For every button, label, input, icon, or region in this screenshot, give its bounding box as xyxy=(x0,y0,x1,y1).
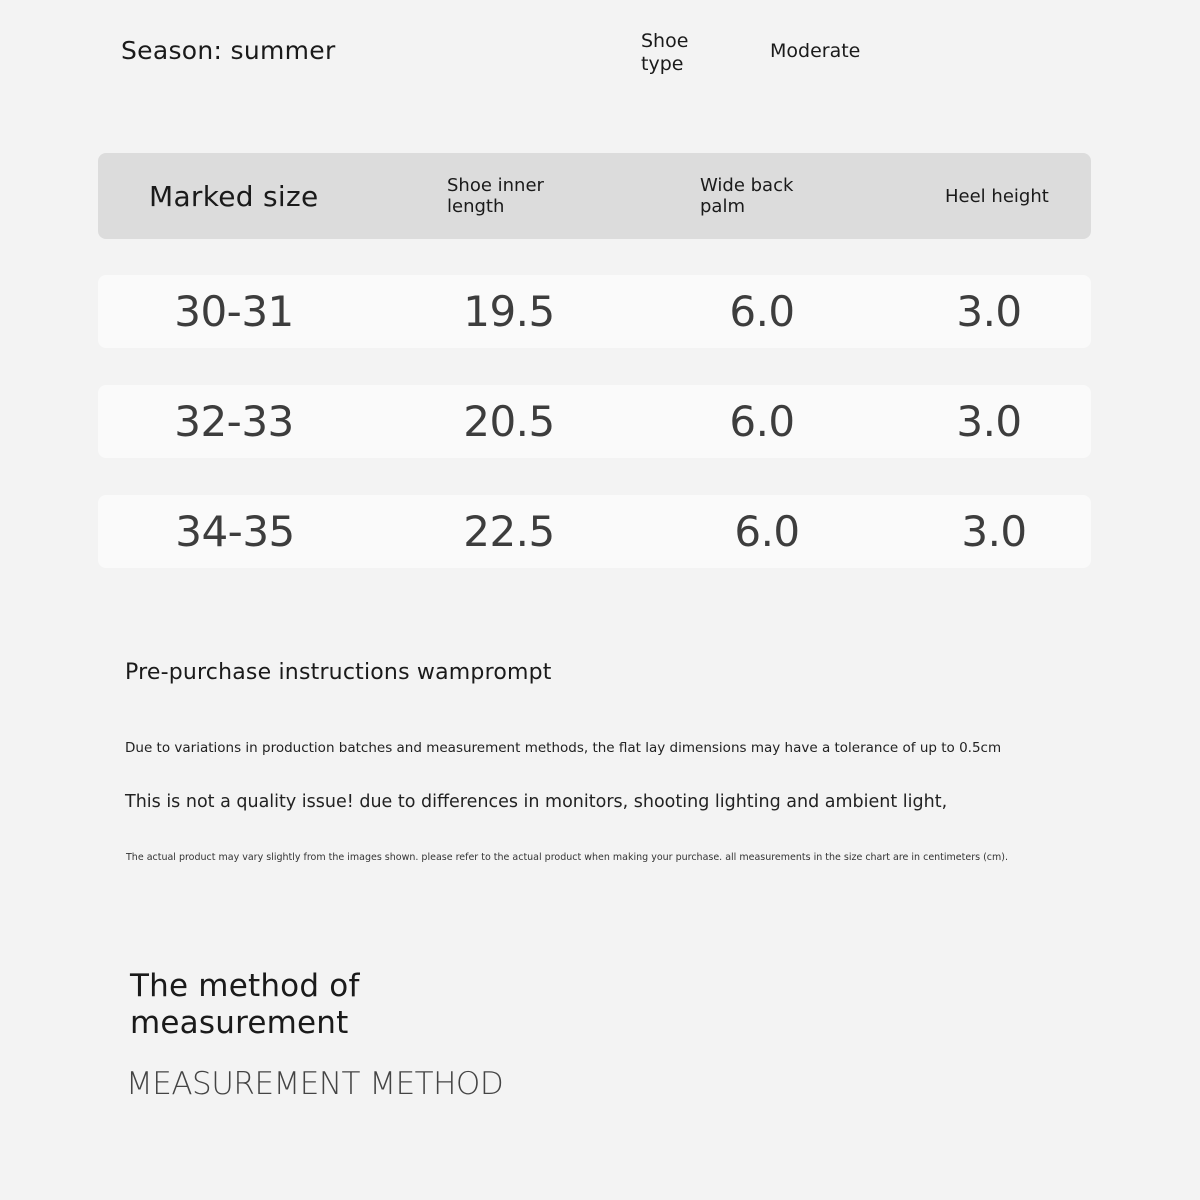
cell-inner-length: 19.5 xyxy=(463,287,555,336)
table-row xyxy=(98,385,1091,458)
cell-heel-height: 3.0 xyxy=(956,287,1022,336)
instructions-title: Pre-purchase instructions wamprompt xyxy=(125,660,552,685)
cell-heel-height: 3.0 xyxy=(956,397,1022,446)
cell-marked-size: 32-33 xyxy=(174,397,294,446)
cell-wide-back-palm: 6.0 xyxy=(729,397,795,446)
method-subtitle: MEASUREMENT METHOD xyxy=(126,1066,504,1102)
cell-inner-length: 20.5 xyxy=(463,397,555,446)
shoe-type-label: Shoe type xyxy=(641,30,689,75)
cell-marked-size: 34-35 xyxy=(175,507,295,556)
cell-marked-size: 30-31 xyxy=(174,287,294,336)
cell-wide-back-palm: 6.0 xyxy=(734,507,800,556)
shoe-type-value: Moderate xyxy=(770,40,861,62)
cell-inner-length: 22.5 xyxy=(463,507,555,556)
table-row xyxy=(98,275,1091,348)
header-shoe-inner-length: Shoe inner length xyxy=(447,175,544,217)
instructions-variation-note: The actual product may vary slightly from the images shown. please refer to the actual product when making your purchase. all measurements in the size chart are in centimeters (cm). xyxy=(126,852,1009,863)
table-row xyxy=(98,495,1091,568)
instructions-tolerance-note: Due to variations in production batches and measurement methods, the flat lay dimensions may have a tolerance of up to 0.5cm xyxy=(125,740,1002,756)
header-wide-back-palm: Wide back palm xyxy=(700,175,794,217)
header-heel-height: Heel height xyxy=(945,185,1049,207)
instructions-quality-note: This is not a quality issue! due to differences in monitors, shooting lighting and ambient light, xyxy=(125,792,948,812)
header-marked-size: Marked size xyxy=(149,179,319,213)
cell-wide-back-palm: 6.0 xyxy=(729,287,795,336)
size-table-header xyxy=(98,153,1091,239)
cell-heel-height: 3.0 xyxy=(961,507,1027,556)
season-label: Season: summer xyxy=(121,36,336,65)
method-title: The method of measurement xyxy=(130,968,360,1041)
